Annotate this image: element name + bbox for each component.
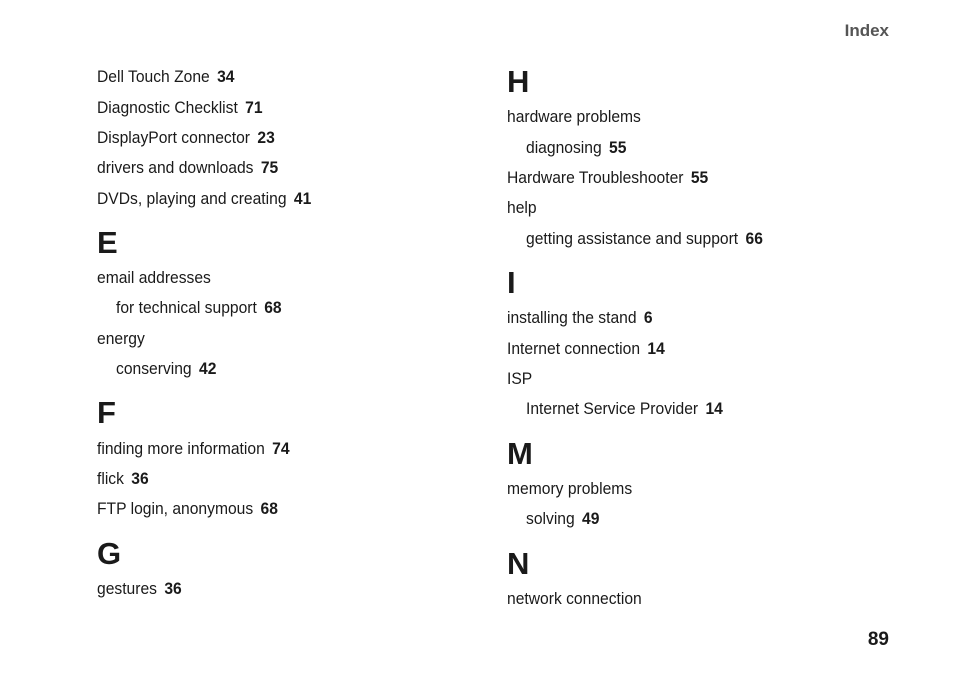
- entry-page-ref: 49: [582, 509, 600, 528]
- entry-term: diagnosing: [526, 138, 602, 157]
- entry-term: getting assistance and support: [526, 229, 739, 248]
- entry-term: email addresses: [97, 268, 211, 287]
- entry-term: gestures: [97, 579, 157, 598]
- entry-term: flick: [97, 469, 124, 488]
- entry-page-ref: 14: [705, 399, 723, 418]
- index-entry: [97, 579, 182, 599]
- entry-term: drivers and downloads: [97, 158, 254, 177]
- index-entry: [97, 499, 278, 519]
- index-entry: [507, 479, 632, 499]
- index-section-letter: I: [507, 265, 516, 300]
- entry-term: conserving: [116, 359, 192, 378]
- index-entry: [97, 67, 235, 87]
- entry-page-ref: 42: [199, 359, 217, 378]
- entry-page-ref: 75: [260, 158, 279, 177]
- entry-term: Dell Touch Zone: [97, 67, 210, 86]
- entry-term: Hardware Troubleshooter: [507, 168, 684, 187]
- index-subentry: [526, 229, 763, 249]
- index-entry: [507, 198, 537, 218]
- entry-page-ref: 68: [264, 298, 282, 317]
- index-entry: [507, 589, 642, 609]
- index-subentry: [526, 399, 723, 419]
- entry-term: ISP: [507, 369, 533, 388]
- entry-page-ref: 34: [217, 67, 235, 86]
- index-section-letter: M: [507, 436, 533, 471]
- entry-page-ref: 71: [245, 98, 263, 117]
- entry-term: network connection: [507, 589, 642, 608]
- entry-page-ref: 41: [293, 189, 312, 208]
- index-entry: [507, 308, 653, 328]
- index-subentry: [526, 509, 599, 529]
- entry-term: DVDs, playing and creating: [97, 189, 287, 208]
- index-section-letter: H: [507, 64, 530, 99]
- index-subentry: [526, 138, 626, 158]
- entry-page-ref: 14: [647, 339, 665, 358]
- index-entry: [97, 439, 290, 459]
- entry-page-ref: 55: [690, 168, 709, 187]
- index-entry: [97, 128, 275, 148]
- entry-term: DisplayPort connector: [97, 128, 251, 147]
- entry-term: FTP login, anonymous: [97, 499, 254, 518]
- entry-term: hardware problems: [507, 107, 641, 126]
- page-number: 89: [867, 629, 889, 650]
- entry-page-ref: 74: [272, 439, 290, 458]
- entry-page-ref: 23: [257, 128, 275, 147]
- index-subentry: [116, 359, 216, 379]
- entry-term: solving: [526, 509, 575, 528]
- index-section-letter: N: [507, 546, 530, 581]
- index-entry: [97, 268, 211, 288]
- index-entry: [507, 107, 641, 127]
- entry-page-ref: 36: [131, 469, 149, 488]
- entry-page-ref: 6: [643, 308, 653, 327]
- index-section-letter: F: [97, 395, 116, 430]
- entry-term: memory problems: [507, 479, 633, 498]
- entry-term: Diagnostic Checklist: [97, 98, 238, 117]
- index-entry: [507, 339, 665, 359]
- index-section-letter: G: [97, 536, 122, 571]
- index-subentry: [116, 298, 282, 318]
- index-entry: [97, 469, 149, 489]
- running-header-title: Index: [844, 21, 889, 40]
- index-entry: [97, 329, 145, 349]
- entry-page-ref: 36: [164, 579, 182, 598]
- entry-page-ref: 66: [745, 229, 763, 248]
- index-entry: [97, 158, 278, 178]
- entry-term: Internet Service Provider: [526, 399, 699, 418]
- entry-term: finding more information: [97, 439, 265, 458]
- entry-term: for technical support: [116, 298, 257, 317]
- index-entry: [507, 369, 532, 389]
- entry-term: energy: [97, 329, 145, 348]
- entry-term: help: [507, 198, 537, 217]
- index-entry: [507, 168, 708, 188]
- entry-term: installing the stand: [507, 308, 637, 327]
- index-section-letter: E: [97, 225, 118, 260]
- entry-page-ref: 68: [260, 499, 278, 518]
- entry-term: Internet connection: [507, 339, 641, 358]
- entry-page-ref: 55: [609, 138, 627, 157]
- index-entry: [97, 98, 263, 118]
- index-entry: [97, 189, 311, 209]
